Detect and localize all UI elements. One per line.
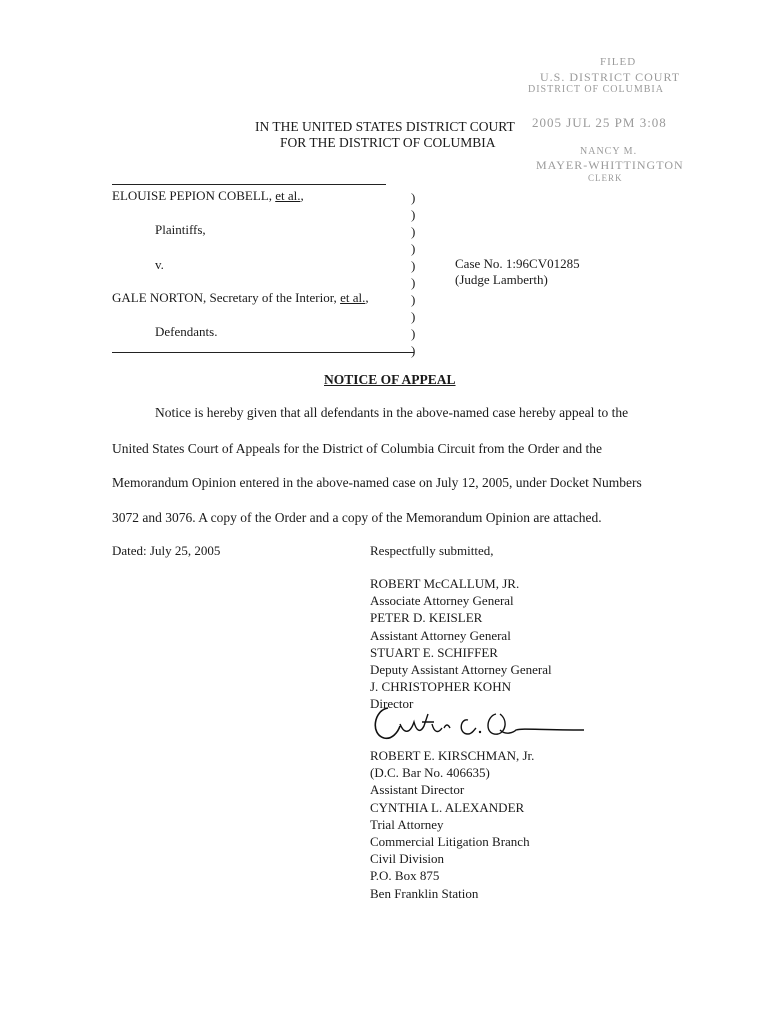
filed-stamp-line2: U.S. DISTRICT COURT: [540, 70, 681, 84]
defendant-name: GALE NORTON, Secretary of the Interior, et al.,: [112, 290, 369, 305]
sig-line: Deputy Assistant Attorney General: [370, 662, 552, 678]
paren: ): [411, 275, 416, 290]
paren: ): [411, 241, 416, 256]
handwritten-signature: [366, 700, 591, 750]
defendants-label: Defendants.: [155, 324, 218, 339]
sig-line: Trial Attorney: [370, 816, 444, 832]
filed-stamp-line1: FILED: [600, 56, 637, 68]
sig-line: Commercial Litigation Branch: [370, 834, 530, 850]
filed-date-stamp: 2005 JUL 25 PM 3:08: [532, 115, 667, 130]
paren: ): [411, 292, 416, 307]
sig-line: Associate Attorney General: [370, 593, 514, 609]
sig-line: STUART E. SCHIFFER: [370, 644, 498, 660]
sig-line: J. CHRISTOPHER KOHN: [370, 679, 511, 695]
sig-line: PETER D. KEISLER: [370, 610, 483, 626]
sig-line: (D.C. Bar No. 406635): [370, 765, 490, 781]
respectfully-submitted: Respectfully submitted,: [370, 543, 494, 558]
sig-line: P.O. Box 875: [370, 868, 440, 884]
body-line-1: Notice is hereby given that all defendants in the above-named case hereby appeal to the: [155, 405, 629, 420]
paren: ): [411, 258, 416, 273]
caption-bottom-rule: [112, 352, 414, 353]
sig-line: Ben Franklin Station: [370, 885, 479, 901]
caption-paren-column: [411, 190, 415, 358]
clerk-stamp-line1: NANCY M.: [580, 146, 638, 157]
sig-line: ROBERT McCALLUM, JR.: [370, 576, 520, 591]
plaintiffs-label: Plaintiffs,: [155, 222, 206, 237]
body-line-4: 3072 and 3076. A copy of the Order and a copy of the Memorandum Opinion are attached.: [112, 510, 602, 525]
clerk-stamp-line3: CLERK: [588, 173, 623, 183]
signature-block-upper: [370, 575, 552, 713]
body-line-3: Memorandum Opinion entered in the above-named case on July 12, 2005, under Docket Numbers: [112, 475, 642, 490]
caption-top-rule: [112, 184, 386, 185]
clerk-stamp-line2: MAYER-WHITTINGTON: [536, 158, 684, 172]
court-heading-line1: IN THE UNITED STATES DISTRICT COURT: [255, 119, 515, 134]
paren: ): [411, 309, 416, 324]
case-number: Case No. 1:96CV01285: [455, 256, 580, 271]
document-title: NOTICE OF APPEAL: [324, 372, 456, 387]
paren: ): [411, 343, 416, 358]
court-heading-line2: FOR THE DISTRICT OF COLUMBIA: [280, 135, 496, 150]
sig-line: CYNTHIA L. ALEXANDER: [370, 799, 525, 815]
paren: ): [411, 224, 416, 239]
paren: ): [411, 326, 416, 341]
body-line-2: United States Court of Appeals for the District of Columbia Circuit from the Order and the: [112, 441, 603, 456]
sig-line: Assistant Director: [370, 782, 465, 798]
paren: ): [411, 190, 416, 205]
dated-line: Dated: July 25, 2005: [112, 543, 221, 558]
sig-line: Civil Division: [370, 851, 445, 867]
paren: ): [411, 207, 416, 222]
versus: v.: [155, 257, 164, 272]
sig-line: Assistant Attorney General: [370, 627, 511, 643]
sig-line: Director: [370, 696, 414, 712]
judge-name: (Judge Lamberth): [455, 272, 548, 287]
signature-block-lower: [370, 747, 534, 902]
plaintiff-name: ELOUISE PEPION COBELL, et al.,: [112, 188, 304, 203]
filed-stamp-line3: DISTRICT OF COLUMBIA: [528, 84, 664, 95]
sig-line: ROBERT E. KIRSCHMAN, Jr.: [370, 748, 535, 763]
